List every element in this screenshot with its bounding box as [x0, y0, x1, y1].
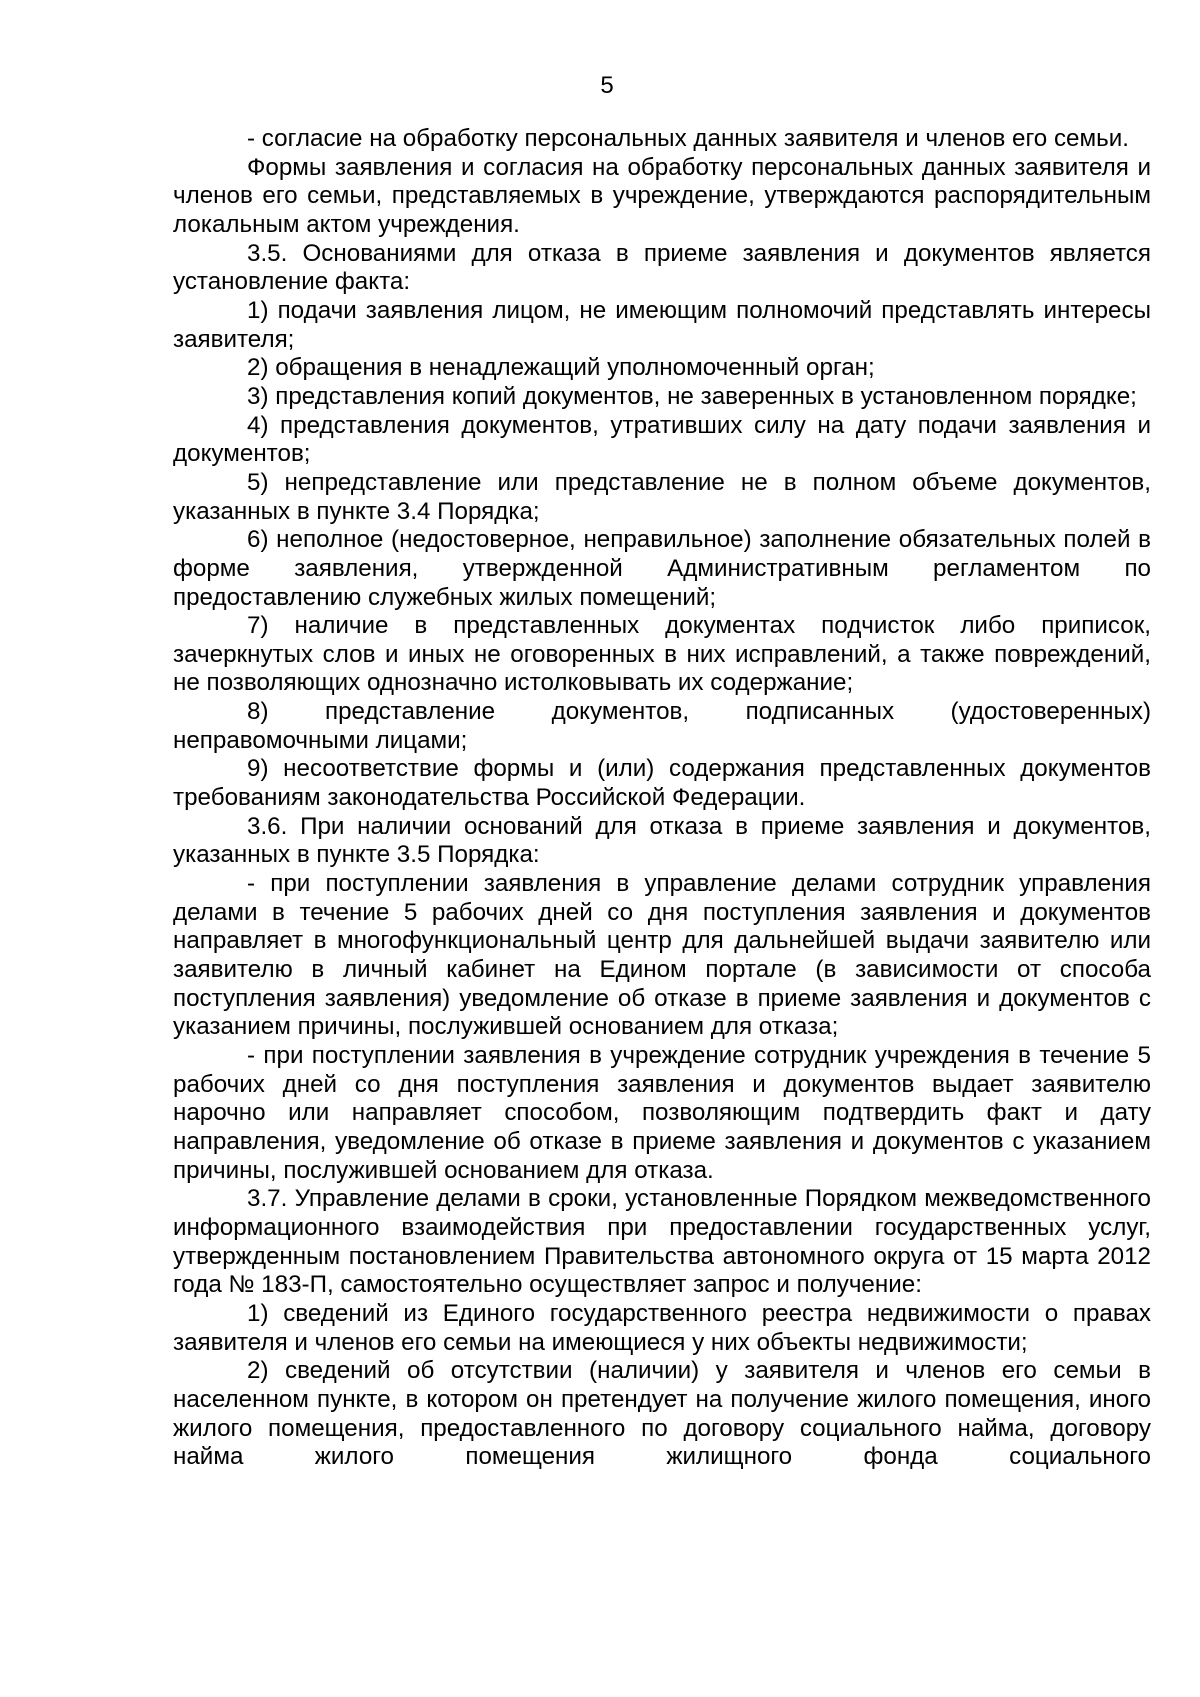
list-item-3-6-management: - при поступлении заявления в управление делами сотрудник управления делами в течение 5 рабочих дней со дня поступления заявления и документов направляет в многофункциональный центр для дальнейшей выдачи заявителю или заявителю в личный кабинет на Едином портале (в зависимости от способа поступления заявления) уведомление об отказе в приеме заявления и документов с указанием причины, послужившей основанием для отказа; — [173, 870, 1151, 1041]
paragraph-3-6: 3.6. При наличии оснований для отказа в приеме заявления и документов, указанных в пункте 3.5 Порядка: — [173, 812, 1151, 869]
list-item-3-5-3: 3) представления копий документов, не заверенных в установленном порядке; — [247, 382, 1137, 410]
list-item-3-5-7: 7) наличие в представленных документах подчисток либо приписок, зачеркнутых слов и иных не оговоренных в них исправлений, а также повреждений, не позволяющих однозначно истолковывать их содержание; — [173, 612, 1151, 697]
list-item-3-5-1: 1) подачи заявления лицом, не имеющим полномочий представлять интересы заявителя; — [173, 296, 1151, 353]
list-item-3-7-1: 1) сведений из Единого государственного реестра недвижимости о правах заявителя и членов его семьи на имеющиеся у них объекты недвижимости; — [173, 1299, 1151, 1356]
list-item-3-5-6: 6) неполное (недостоверное, неправильное) заполнение обязательных полей в форме заявления, утвержденной Административным регламентом по предоставлению служебных жилых помещений; — [173, 526, 1151, 611]
list-item-3-5-9: 9) несоответствие формы и (или) содержания представленных документов требованиям законодательства Российской Федерации. — [173, 755, 1151, 812]
page-number: 5 — [600, 72, 614, 99]
paragraph-forms: Формы заявления и согласия на обработку персональных данных заявителя и членов его семьи, представляемых в учреждение, утверждаются распорядительным локальным актом учреждения. — [173, 153, 1151, 238]
list-item-3-5-5: 5) непредставление или представление не в полном объеме документов, указанных в пункте 3.4 Порядка; — [173, 468, 1151, 525]
document-body — [173, 125, 1151, 1472]
paragraph-3-7: 3.7. Управление делами в сроки, установленные Порядком межведомственного информационного взаимодействия при предоставлении государственных услуг, утвержденным постановлением Правительства автономного округа от 15 марта 2012 года № 183-П, самостоятельно осуществляет запрос и получение: — [173, 1185, 1151, 1299]
paragraph-consent-item: - согласие на обработку персональных данных заявителя и членов его семьи. — [247, 125, 1129, 152]
list-item-3-5-2: 2) обращения в ненадлежащий уполномоченный орган; — [247, 354, 875, 382]
list-item-3-5-4: 4) представления документов, утративших силу на дату подачи заявления и документов; — [173, 411, 1151, 468]
list-item-3-7-2: 2) сведений об отсутствии (наличии) у заявителя и членов его семьи в населенном пункте, в котором он претендует на получение жилого помещения, иного жилого помещения, предоставленного по договору социального найма, договору найма жилого помещения жилищного фонда социального — [173, 1357, 1151, 1471]
list-item-3-5-8: 8) представление документов, подписанных (удостоверенных) неправомочными лицами; — [173, 698, 1151, 754]
list-item-3-6-institution: - при поступлении заявления в учреждение сотрудник учреждения в течение 5 рабочих дней со дня поступления заявления и документов выдает заявителю нарочно или направляет способом, позволяющим подтвердить факт и дату направления, уведомление об отказе в приеме заявления и документов с указанием причины, послужившей основанием для отказа. — [173, 1042, 1151, 1184]
paragraph-3-5: 3.5. Основаниями для отказа в приеме заявления и документов является установление факта: — [173, 239, 1151, 296]
